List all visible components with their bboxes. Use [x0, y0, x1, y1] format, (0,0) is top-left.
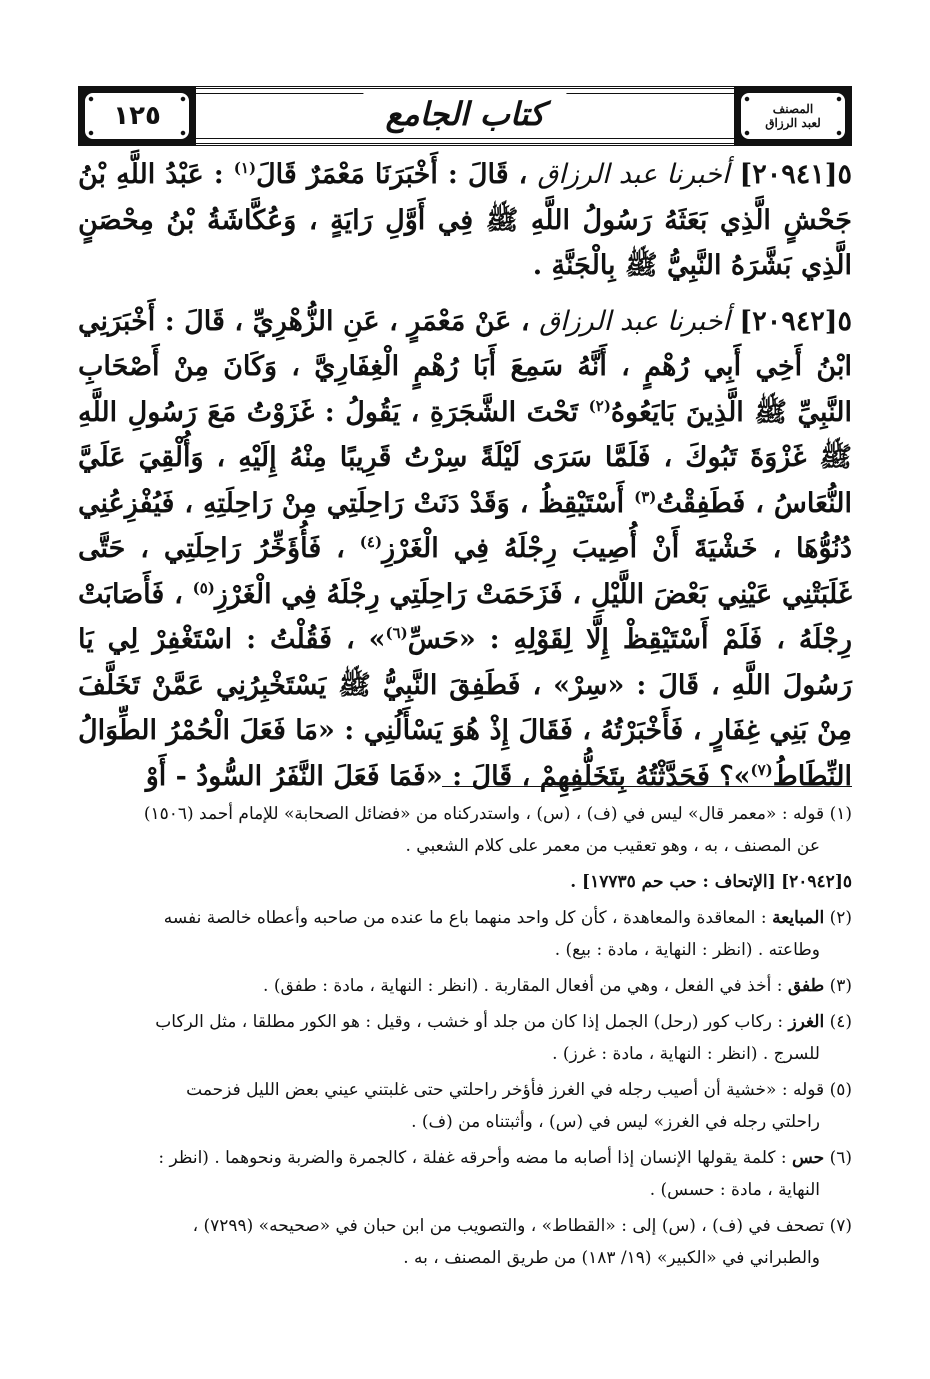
hadith-text: تَحْتَ الشَّجَرَةِ ، يَقُولُ : غَزَوْتُ مَعَ رَسُولِ اللَّهِ ﷺ غَزْوَةَ تَبُوكَ ، فَلَمَّا سَرَى لَيْلَةً سِرْتُ قَرِيبًا مِنْهُ إِلَيْهِ ، وَأُلْقِيَ عَلَيَّ النُّعَاسُ ، فَطَفِقْتُ [78, 396, 853, 519]
series-logo-box [734, 86, 852, 146]
hadith-number: ٥[٢٠٩٤٢] [739, 305, 853, 337]
footnote-separator [442, 786, 852, 787]
footnote-marker: (٣) [829, 976, 852, 996]
footnote-text: قوله : «خشية أن أصيب رجله في الغرز فأؤخر راحلتي حتى غلبتني عيني بعض الليل فزحمت [186, 1080, 825, 1100]
footnote-text: عن المصنف ، به ، وهو تعقيب من معمر على كلام الشعبي . [405, 836, 820, 856]
footnote-text: : ركاب كور (رحل) الجمل إذا كان من جلد أو خشب ، وقيل : هو الكور مطلقا ، مثل الركاب [155, 1012, 784, 1032]
hadith-text: »؟ فَحَدَّثْتُهُ بِتَخَلُّفِهِمْ ، قَالَ : «فَمَا فَعَلَ النَّفَرُ السُّودُ - أَوْ [145, 760, 751, 792]
footnote-ref[interactable]: (١) [233, 159, 257, 177]
main-text [78, 152, 852, 809]
footnote-text: : كلمة يقولها الإنسان إذا أصابه ما مضه وأحرقه غفلة ، كالجمرة والضربة ونحوهما . (انظر : [158, 1148, 787, 1168]
footnote-1 [78, 798, 852, 862]
footnote-text: والطبراني في «الكبير» (١٩/ ١٨٣) من طريق المصنف ، به . [403, 1248, 820, 1268]
footnote-7 [78, 1210, 852, 1274]
hadith-text: ، فَأَصَابَتْ رِجْلَهُ ، فَلَمْ أَسْتَيْقِظْ إِلَّا لِقَوْلِهِ : «حَسِّ [78, 578, 853, 655]
footnote-text: قوله : «معمر قال» ليس في (ف) ، (س) ، واستدركناه من «فضائل الصحابة» للإمام أحمد (١٥٠٦) [143, 804, 825, 824]
footnote-4 [78, 1006, 852, 1070]
hadith-text: أَسْتَيْقِظُ ، وَقَدْ دَنَتْ رَاحِلَتِي مِنْ رَاحِلَتِهِ ، فَيُفْزِعُنِي دُنُوُّهَا ، خَشْيَةَ أَنْ أُصِيبَ رِجْلَهُ فِي الْغَرْزِ [78, 487, 853, 564]
footnote-text: للسرج . (انظر : النهاية ، مادة : غرز) . [552, 1044, 820, 1064]
hadith-intro: أخبرنا عبد الرزاق [537, 159, 730, 190]
footnote-text: النهاية ، مادة : حسس) . [649, 1180, 820, 1200]
footnote-ref[interactable]: (٧) [750, 760, 773, 779]
footnote-6 [78, 1142, 852, 1206]
footnote-marker: (١) [829, 804, 852, 824]
footnote-text: : أخذ في الفعل ، وهي من أفعال المقاربة . (انظر : النهاية ، مادة : طفق) . [263, 976, 783, 996]
page-header [78, 86, 852, 146]
hadith-text: ، عَنْ مَعْمَرٍ ، عَنِ الزُّهْرِيِّ ، قَالَ : أَخْبَرَنِي ابْنُ أَخِي أَبِي رُهْمٍ ، أَنَّهُ سَمِعَ أَبَا رُهْمٍ الْغِفَارِيَّ ، وَكَانَ مِنْ أَصْحَابِ النَّبِيِّ ﷺ الَّذِينَ بَايَعُوهُ [78, 305, 853, 428]
series-logo [765, 102, 821, 130]
footnote-term: الغرز [788, 1012, 825, 1032]
footnote-marker: (٢) [829, 908, 852, 928]
footnote-5 [78, 1074, 852, 1138]
footnote-marker: (٥) [829, 1080, 852, 1100]
footnote-ref[interactable]: (٥) [192, 578, 215, 597]
footnote-ref[interactable]: (٣) [634, 487, 657, 506]
footnote-marker: ٥[٢٠٩٤٢] [781, 872, 852, 892]
footnote-text: : المعاقدة والمعاهدة ، كأن كل واحد منهما باع ما عنده من صاحبه وأعطاه خالصة نفسه [163, 908, 767, 928]
footnote-term: طفق [787, 976, 825, 996]
footnote-marker: (٤) [829, 1012, 852, 1032]
footnote-marker: (٦) [829, 1148, 852, 1168]
hadith-20941 [78, 152, 852, 289]
hadith-20942 [78, 299, 852, 800]
footnote-text: تصحف في (ف) ، (س) إلى : «القطاط» ، والتصويب من ابن حبان في «صحيحه» (٧٢٩٩) ، [192, 1216, 825, 1236]
series-logo-line2: لعبد الرزاق [765, 116, 821, 130]
page-number: ١٢٥ [113, 101, 161, 131]
hadith-intro: أخبرنا عبد الرزاق [539, 305, 730, 337]
footnote-2 [78, 902, 852, 966]
footnote-text: راحلتي رجله في الغرز» ليس في (س) ، وأثبتناه من (ف) . [411, 1112, 820, 1132]
hadith-text: : عَبْدُ اللَّهِ بْنُ جَحْشٍ الَّذِي بَعَثَهُ رَسُولُ اللَّهِ ﷺ فِي أَوَّلِ رَايَةٍ ، وَعُكَّاشَةُ بْنُ مِحْصَنٍ الَّذِي بَشَّرَهُ النَّبِيُّ ﷺ بِالْجَنَّةِ . [78, 159, 852, 281]
hadith-text: » ، فَقُلْتُ : اسْتَغْفِرْ لِي يَا رَسُولَ اللَّهِ ، قَالَ : «سِرْ» ، فَطَفِقَ النَّبِيُّ ﷺ يَسْتَخْبِرُنِي عَمَّنْ تَخَلَّفَ مِنْ بَنِي غِفَارٍ ، فَأَخْبَرْتُهُ ، فَقَالَ إِذْ هُوَ يَسْأَلُنِي : «مَا فَعَلَ الْحُمْرُ الطِّوَالُ النِّطَاطُ [78, 624, 852, 792]
hadith-text: ، قَالَ : أَخْبَرَنَا مَعْمَرٌ قَالَ [256, 159, 528, 190]
footnote-text: وطاعته . (انظر : النهاية ، مادة : بيع) . [554, 940, 820, 960]
hadith-text: ، فَأُؤَخِّرُ رَاحِلَتِي ، حَتَّى غَلَبَتْنِي عَيْنِي بَعْضَ اللَّيْلِ ، فَزَحَمَتْ رَاحِلَتِي رِجْلَهُ فِي الْغَرْزِ [78, 533, 852, 610]
footnote-3 [78, 970, 852, 1002]
footnote-ref[interactable]: (٢) [588, 396, 611, 415]
book-title: كتاب الجامع [363, 92, 566, 136]
footnote-term: المبايعة [772, 908, 825, 928]
footnote-term: حس [791, 1148, 825, 1168]
page-number-box [78, 86, 196, 146]
footnote-ithaf [78, 866, 852, 898]
footnote-ref[interactable]: (٦) [385, 624, 408, 642]
series-logo-line1: المصنف [772, 102, 814, 116]
footnotes [78, 798, 852, 1278]
footnote-text: [الإتحاف : حب حم ١٧٧٣٥] . [570, 872, 776, 892]
footnote-ref[interactable]: (٤) [359, 533, 383, 551]
footnote-marker: (٧) [829, 1216, 852, 1236]
hadith-number: ٥[٢٠٩٤١] [739, 159, 853, 190]
